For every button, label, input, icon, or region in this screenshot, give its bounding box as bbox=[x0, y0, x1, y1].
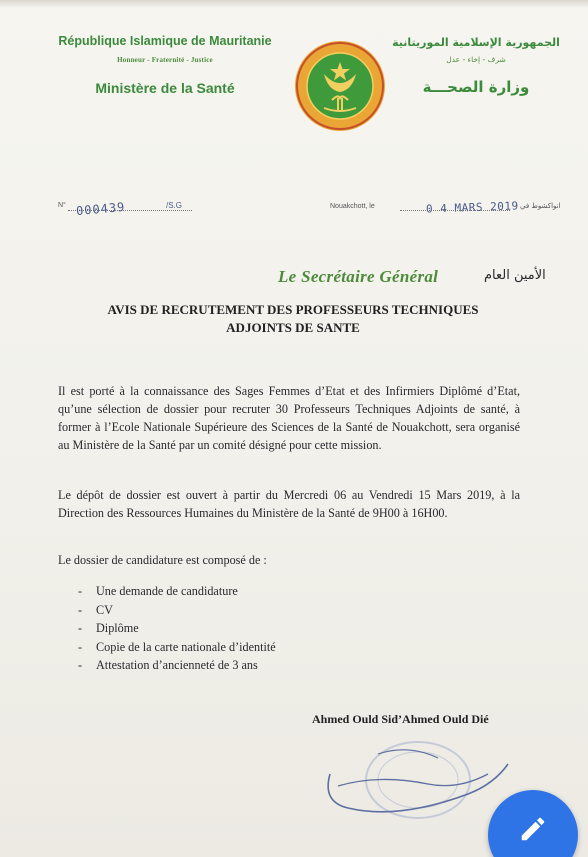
motto-ar: شرف - إخاء - عدل bbox=[446, 55, 506, 64]
list-item: - Copie de la carte nationale d’identité bbox=[78, 638, 478, 657]
list-item: - CV bbox=[78, 601, 478, 620]
sender-title-ar: الأمين العام bbox=[484, 268, 546, 283]
motto-fr: Honneur - Fraternité - Justice bbox=[117, 56, 213, 64]
pencil-icon bbox=[518, 814, 548, 844]
ministry-name-fr: Ministère de la Santé bbox=[95, 80, 235, 96]
document-title-line-1: AVIS DE RECRUTEMENT DES PROFESSEURS TECHNIQUES bbox=[107, 302, 479, 317]
reference-suffix: /S.G bbox=[166, 201, 183, 210]
reference-number-label: N° bbox=[58, 202, 66, 209]
top-shadow bbox=[0, 0, 588, 8]
list-item: - Attestation d’ancienneté de 3 ans bbox=[78, 656, 478, 675]
place-date-label: Nouakchott, le bbox=[330, 203, 375, 210]
list-item: - Diplôme bbox=[78, 619, 478, 638]
reference-line bbox=[54, 200, 574, 230]
republic-name-ar: الجمهورية الإسلامية الموريتانية bbox=[392, 36, 560, 49]
requirements-list bbox=[78, 582, 478, 675]
list-item: - Une demande de candidature bbox=[78, 582, 478, 601]
paragraph-submission: Le dépôt de dossier est ouvert à partir du Mercredi 06 au Vendredi 15 Mars 2019, à la Direction des Ressources Humaines du Ministère de la Santé de 9H00 à 16H00. bbox=[58, 488, 520, 520]
sender-title-fr: Le Secrétaire Général bbox=[278, 267, 439, 286]
document-title bbox=[60, 301, 526, 337]
reference-number: 000439 bbox=[75, 199, 126, 219]
paragraph-dossier-intro: Le dossier de candidature est composé de : bbox=[58, 553, 267, 567]
republic-name-fr: République Islamique de Mauritanie bbox=[58, 34, 272, 48]
national-seal-icon bbox=[294, 40, 386, 132]
signature-stamp-icon bbox=[318, 734, 518, 834]
signer-name: Ahmed Ould Sid’Ahmed Ould Dié bbox=[312, 712, 489, 726]
date-stamp: 0 4 MARS 2019 bbox=[425, 199, 519, 216]
paragraph-announcement: Il est porté à la connaissance des Sages Femmes d’Etat et des Infirmiers Diplômé d’Etat, qu’une sélection de dossier pour recruter 30 Professeurs Techniques Adjoints de santé, à former à l’Ecole Nationale Supérieure des Sciences de la Santé de Nouakchott, sera organisé au Ministère de la Santé par un comité désigné pour cette mission. bbox=[58, 384, 520, 452]
ministry-name-ar: وزارة الصحـــة bbox=[422, 78, 530, 96]
letterhead-left bbox=[20, 34, 310, 96]
document-title-line-2: ADJOINTS DE SANTE bbox=[226, 320, 360, 335]
place-date-label-ar: انواكشوط في bbox=[520, 202, 561, 210]
letterhead-right bbox=[376, 36, 576, 96]
